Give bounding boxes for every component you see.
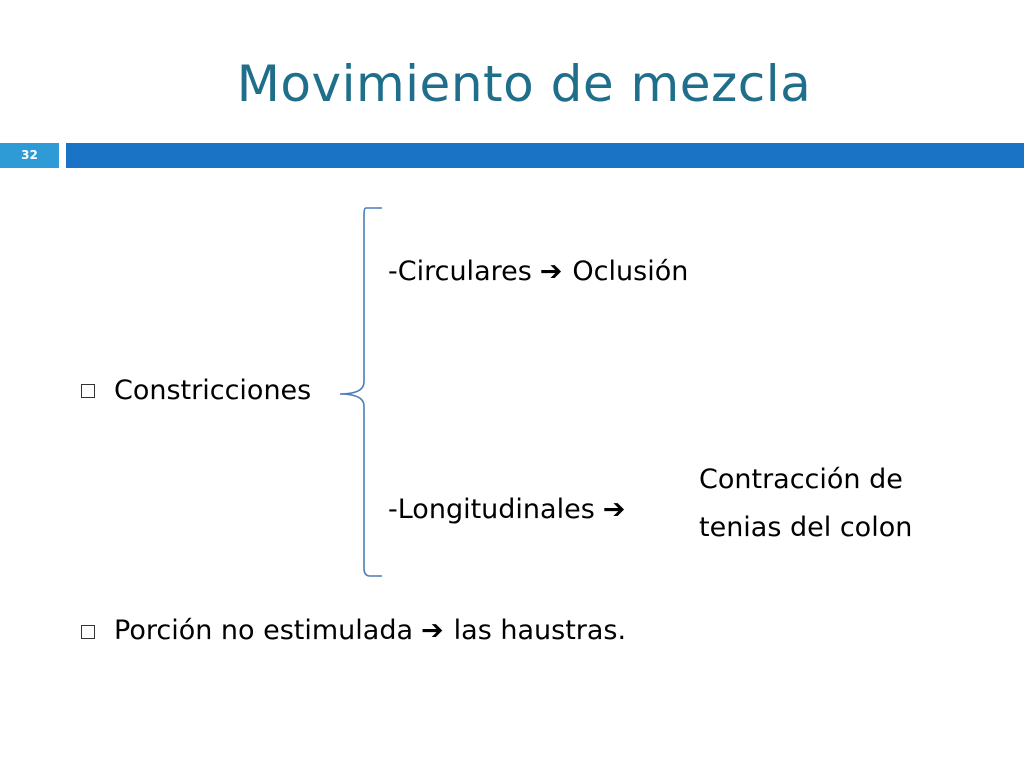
bullet-icon — [81, 625, 95, 639]
page-number-box — [0, 143, 59, 168]
slide-title: Movimiento de mezcla — [236, 55, 812, 113]
page-number: 32 — [21, 148, 38, 162]
branch-result-line-1: Contracción de — [699, 464, 903, 495]
arrow-right-icon: ➔ — [421, 615, 444, 646]
header-bar — [66, 143, 1024, 168]
bullet-constricciones: Constricciones — [114, 375, 312, 406]
curly-brace-icon — [336, 205, 386, 580]
arrow-right-icon: ➔ — [602, 494, 626, 525]
bullet-result: las haustras. — [453, 615, 627, 646]
branch-circulares — [388, 254, 688, 290]
branch-label: -Circulares — [388, 256, 532, 287]
bullet-icon — [81, 384, 95, 398]
bullet-porcion — [114, 613, 626, 649]
branch-result-line-2: tenias del colon — [699, 512, 913, 543]
branch-result: Oclusión — [572, 256, 689, 287]
branch-longitudinales — [388, 492, 635, 528]
bullet-label: Porción no estimulada — [114, 615, 414, 646]
branch-label: -Longitudinales — [388, 494, 595, 525]
arrow-right-icon: ➔ — [539, 256, 563, 287]
